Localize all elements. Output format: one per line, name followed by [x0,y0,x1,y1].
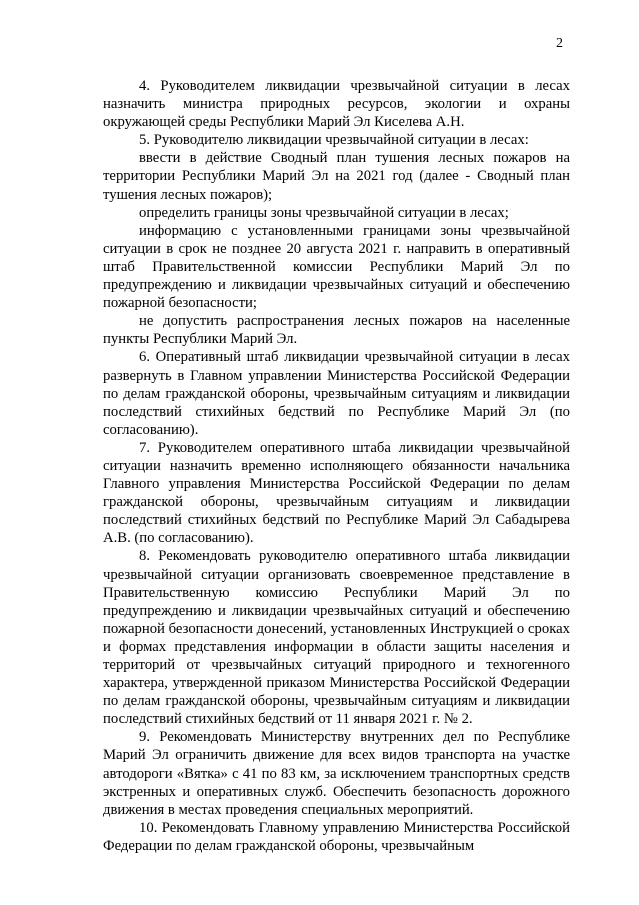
paragraph-8: 8. Рекомендовать руководителю оперативного штаба ликвидации чрезвычайной ситуации организовать своевременное представление в Правительственную комиссию Республики Марий Эл по предупреждению и ликвидации чрезвычайных ситуаций и обеспечению пожарной безопасности донесений, установленных Инструкцией о сроках и формах представления информации в области защиты населения и территорий от чрезвычайных ситуаций природного и техногенного характера, утвержденной приказом Министерства Российской Федерации по делам гражданской обороны, чрезвычайным ситуациям и ликвидации последствий стихийных бедствий от 11 января 2021 г. № 2. [103,548,570,728]
paragraph-9: 9. Рекомендовать Министерству внутренних дел по Республике Марий Эл ограничить движение для всех видов транспорта на участке автодороги «Вятка» с 41 по 83 км, за исключением транспортных средств экстренных и оперативных служб. Обеспечить безопасность дорожного движения в местах проведения специальных мероприятий. [103,729,570,818]
paragraph-10: 10. Рекомендовать Главному управлению Министерства Российской Федерации по делам гражданской обороны, чрезвычайным [103,819,570,854]
document-body [103,77,570,855]
paragraph-5-item-4: не допустить распространения лесных пожаров на населенные пункты Республики Марий Эл. [103,313,570,348]
paragraph-7: 7. Руководителем оперативного штаба ликвидации чрезвычайной ситуации назначить временно исполняющего обязанности начальника Главного управления Министерства Российской Федерации по делам гражданской обороны, чрезвычайным ситуациям и ликвидации последствий стихийных бедствий по Республике Марий Эл Сабадырева А.В. (по согласованию). [103,439,570,547]
paragraph-6: 6. Оперативный штаб ликвидации чрезвычайной ситуации в лесах развернуть в Главном управлении Министерства Российской Федерации по делам гражданской обороны, чрезвычайным ситуациям и ликвидации последствий стихийных бедствий по Республике Марий Эл (по согласованию). [103,349,570,438]
paragraph-4: 4. Руководителем ликвидации чрезвычайной ситуации в лесах назначить министра природных ресурсов, экологии и охраны окружающей среды Республики Марий Эл Киселева А.Н. [103,78,570,131]
paragraph-5-item-1: ввести в действие Сводный план тушения лесных пожаров на территории Республики Марий Эл на 2021 год (далее - Сводный план тушения лесных пожаров); [103,150,570,203]
paragraph-5-item-2: определить границы зоны чрезвычайной ситуации в лесах; [139,204,509,221]
paragraph-5-item-3: информацию с установленными границами зоны чрезвычайной ситуации в срок не позднее 20 августа 2021 г. направить в оперативный штаб Правительственной комиссии Республики Марий Эл по предупреждению и ликвидации чрезвычайных ситуаций и обеспечению пожарной безопасности; [103,222,570,312]
paragraph-5: 5. Руководителю ликвидации чрезвычайной ситуации в лесах: [139,132,529,149]
page-number: 2 [556,36,563,51]
